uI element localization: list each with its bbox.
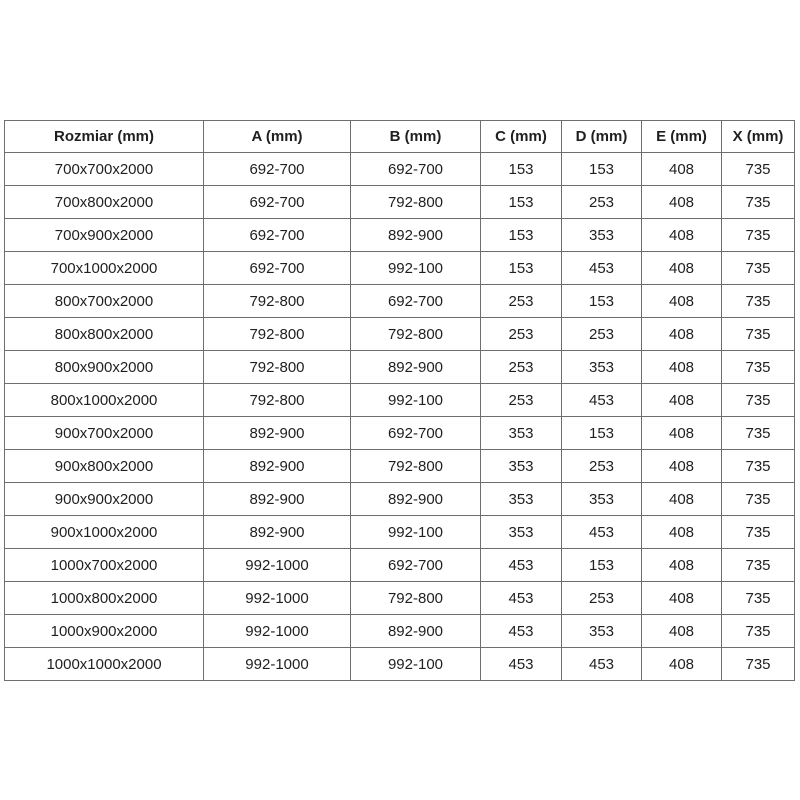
cell: 453 xyxy=(481,615,562,648)
cell: 735 xyxy=(722,648,795,681)
cell: 792-800 xyxy=(351,582,481,615)
cell: 253 xyxy=(481,384,562,417)
cell: 735 xyxy=(722,219,795,252)
cell: 153 xyxy=(481,252,562,285)
table-header xyxy=(5,121,795,153)
cell: 735 xyxy=(722,549,795,582)
table-body xyxy=(5,153,795,681)
cell: 253 xyxy=(562,318,642,351)
cell: 992-1000 xyxy=(204,582,351,615)
cell: 735 xyxy=(722,318,795,351)
cell: 692-700 xyxy=(351,153,481,186)
cell: 792-800 xyxy=(204,285,351,318)
cell: 253 xyxy=(562,582,642,615)
cell: 692-700 xyxy=(204,219,351,252)
cell: 408 xyxy=(642,219,722,252)
cell: 408 xyxy=(642,483,722,516)
cell: 453 xyxy=(562,252,642,285)
cell: 792-800 xyxy=(204,318,351,351)
column-header-6: X (mm) xyxy=(722,121,795,153)
cell: 353 xyxy=(562,615,642,648)
cell: 800x1000x2000 xyxy=(5,384,204,417)
cell: 153 xyxy=(481,219,562,252)
cell: 408 xyxy=(642,318,722,351)
cell: 692-700 xyxy=(351,417,481,450)
table-row xyxy=(5,351,795,384)
cell: 892-900 xyxy=(351,615,481,648)
cell: 992-1000 xyxy=(204,615,351,648)
cell: 892-900 xyxy=(204,450,351,483)
cell: 253 xyxy=(481,351,562,384)
table-row xyxy=(5,318,795,351)
cell: 253 xyxy=(481,318,562,351)
cell: 692-700 xyxy=(204,153,351,186)
cell: 408 xyxy=(642,615,722,648)
cell: 153 xyxy=(562,417,642,450)
cell: 453 xyxy=(481,648,562,681)
cell: 900x800x2000 xyxy=(5,450,204,483)
cell: 992-100 xyxy=(351,252,481,285)
table-header-row xyxy=(5,121,795,153)
table-row xyxy=(5,549,795,582)
cell: 353 xyxy=(562,219,642,252)
cell: 153 xyxy=(562,549,642,582)
cell: 735 xyxy=(722,384,795,417)
table-row xyxy=(5,252,795,285)
column-header-3: C (mm) xyxy=(481,121,562,153)
column-header-0: Rozmiar (mm) xyxy=(5,121,204,153)
cell: 735 xyxy=(722,285,795,318)
cell: 353 xyxy=(481,417,562,450)
cell: 692-700 xyxy=(351,285,481,318)
cell: 408 xyxy=(642,417,722,450)
cell: 353 xyxy=(481,516,562,549)
cell: 692-700 xyxy=(204,186,351,219)
cell: 408 xyxy=(642,516,722,549)
cell: 892-900 xyxy=(351,219,481,252)
table-row xyxy=(5,219,795,252)
cell: 900x900x2000 xyxy=(5,483,204,516)
cell: 735 xyxy=(722,450,795,483)
cell: 153 xyxy=(481,186,562,219)
cell: 992-100 xyxy=(351,516,481,549)
cell: 408 xyxy=(642,582,722,615)
cell: 735 xyxy=(722,186,795,219)
cell: 453 xyxy=(481,549,562,582)
cell: 153 xyxy=(562,153,642,186)
table-row xyxy=(5,417,795,450)
cell: 453 xyxy=(562,516,642,549)
cell: 253 xyxy=(562,450,642,483)
table-row xyxy=(5,153,795,186)
column-header-5: E (mm) xyxy=(642,121,722,153)
cell: 408 xyxy=(642,450,722,483)
cell: 992-100 xyxy=(351,648,481,681)
cell: 408 xyxy=(642,549,722,582)
cell: 892-900 xyxy=(204,417,351,450)
cell: 800x900x2000 xyxy=(5,351,204,384)
dimensions-table xyxy=(4,120,795,681)
cell: 700x800x2000 xyxy=(5,186,204,219)
cell: 892-900 xyxy=(204,483,351,516)
cell: 735 xyxy=(722,153,795,186)
cell: 792-800 xyxy=(204,384,351,417)
column-header-1: A (mm) xyxy=(204,121,351,153)
cell: 792-800 xyxy=(351,318,481,351)
cell: 453 xyxy=(481,582,562,615)
cell: 735 xyxy=(722,252,795,285)
cell: 453 xyxy=(562,384,642,417)
column-header-2: B (mm) xyxy=(351,121,481,153)
cell: 892-900 xyxy=(351,351,481,384)
cell: 253 xyxy=(562,186,642,219)
cell: 700x1000x2000 xyxy=(5,252,204,285)
cell: 353 xyxy=(562,351,642,384)
column-header-4: D (mm) xyxy=(562,121,642,153)
cell: 1000x900x2000 xyxy=(5,615,204,648)
cell: 800x700x2000 xyxy=(5,285,204,318)
cell: 992-100 xyxy=(351,384,481,417)
table-row xyxy=(5,384,795,417)
cell: 735 xyxy=(722,615,795,648)
table-row xyxy=(5,285,795,318)
table-row xyxy=(5,483,795,516)
cell: 353 xyxy=(562,483,642,516)
cell: 353 xyxy=(481,483,562,516)
cell: 892-900 xyxy=(204,516,351,549)
cell: 992-1000 xyxy=(204,549,351,582)
cell: 892-900 xyxy=(351,483,481,516)
cell: 353 xyxy=(481,450,562,483)
cell: 153 xyxy=(481,153,562,186)
cell: 692-700 xyxy=(204,252,351,285)
cell: 992-1000 xyxy=(204,648,351,681)
cell: 408 xyxy=(642,252,722,285)
cell: 408 xyxy=(642,351,722,384)
table-row xyxy=(5,450,795,483)
cell: 792-800 xyxy=(351,450,481,483)
cell: 792-800 xyxy=(351,186,481,219)
cell: 735 xyxy=(722,351,795,384)
cell: 735 xyxy=(722,516,795,549)
cell: 453 xyxy=(562,648,642,681)
table-row xyxy=(5,516,795,549)
cell: 408 xyxy=(642,285,722,318)
cell: 700x900x2000 xyxy=(5,219,204,252)
table-row xyxy=(5,582,795,615)
cell: 1000x1000x2000 xyxy=(5,648,204,681)
cell: 900x1000x2000 xyxy=(5,516,204,549)
table-row xyxy=(5,186,795,219)
cell: 792-800 xyxy=(204,351,351,384)
cell: 408 xyxy=(642,384,722,417)
cell: 1000x700x2000 xyxy=(5,549,204,582)
table-row xyxy=(5,648,795,681)
cell: 900x700x2000 xyxy=(5,417,204,450)
cell: 735 xyxy=(722,582,795,615)
cell: 692-700 xyxy=(351,549,481,582)
cell: 735 xyxy=(722,483,795,516)
cell: 800x800x2000 xyxy=(5,318,204,351)
cell: 735 xyxy=(722,417,795,450)
cell: 253 xyxy=(481,285,562,318)
table-row xyxy=(5,615,795,648)
cell: 408 xyxy=(642,648,722,681)
cell: 1000x800x2000 xyxy=(5,582,204,615)
cell: 408 xyxy=(642,186,722,219)
cell: 408 xyxy=(642,153,722,186)
cell: 700x700x2000 xyxy=(5,153,204,186)
cell: 153 xyxy=(562,285,642,318)
